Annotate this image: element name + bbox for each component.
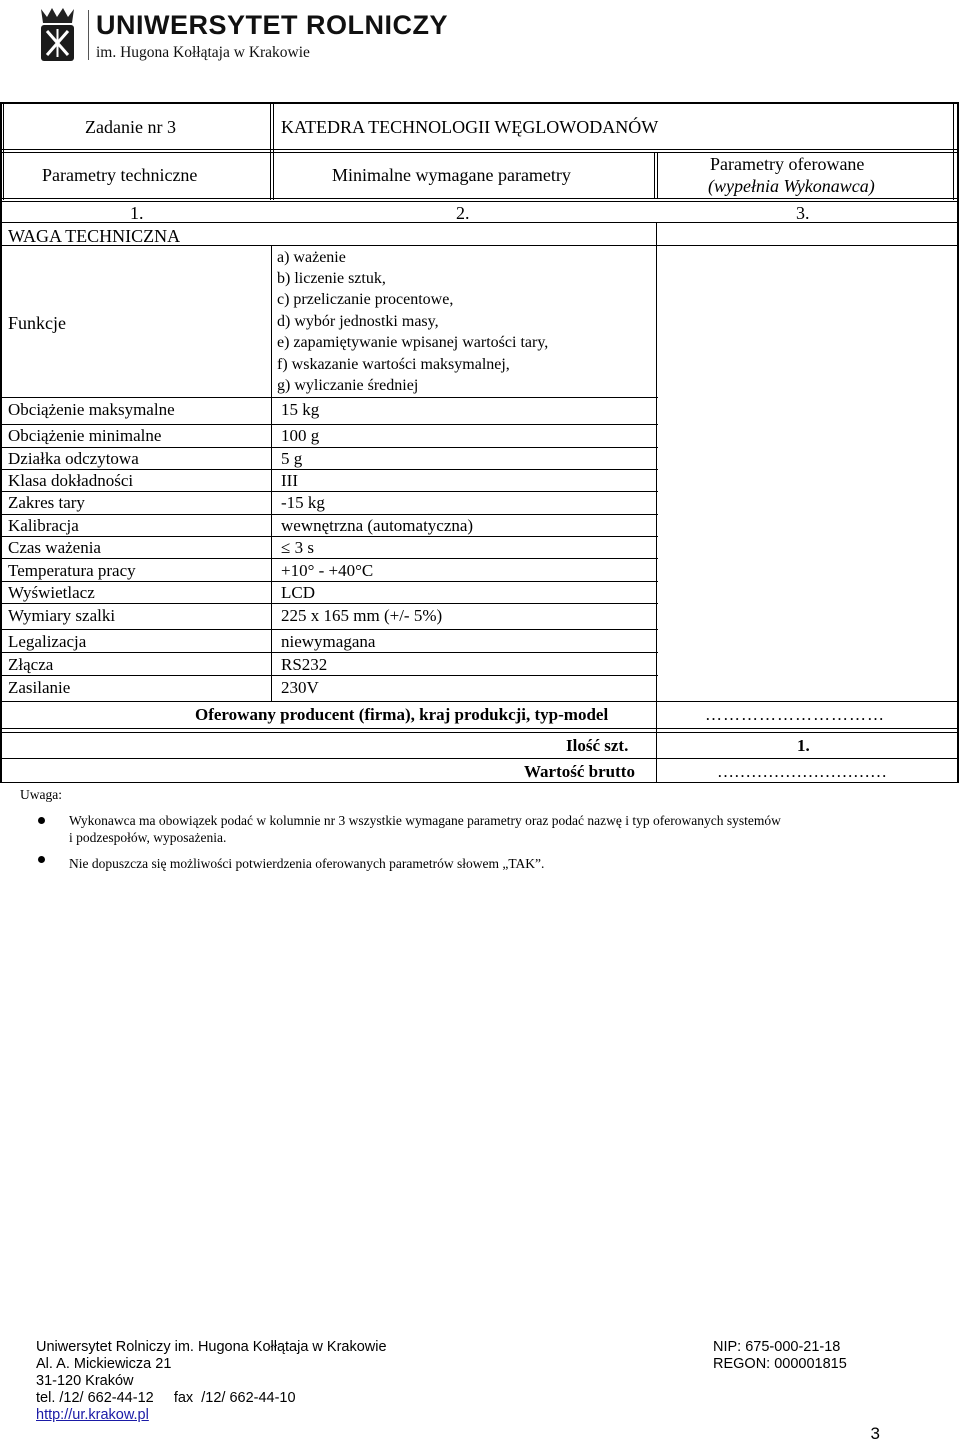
footer-nip: NIP: 675-000-21-18 [713,1339,841,1355]
function-item: g) wyliczanie średniej [277,377,419,394]
function-item: a) ważenie [277,249,346,266]
department-title: KATEDRA TECHNOLOGII WĘGLOWODANÓW [281,117,659,137]
param-label: Wymiary szalki [8,606,116,625]
param-label: Wyświetlacz [8,583,95,602]
logo-separator [88,10,89,60]
notes-title: Uwaga: [20,787,62,802]
function-item: d) wybór jednostki masy, [277,313,439,330]
function-item: f) wskazanie wartości maksymalnej, [277,356,510,373]
function-item: b) liczenie sztuk, [277,270,386,287]
bullet-icon [38,856,45,863]
param-label: Obciążenie minimalne [8,426,162,445]
param-label: Obciążenie maksymalne [8,400,175,419]
page-number: 3 [870,1424,880,1443]
param-value: niewymagana [281,632,376,651]
footer-phone-fax: tel. /12/ 662-44-12 fax /12/ 662-44-10 [36,1390,296,1406]
param-value: 225 x 165 mm (+/- 5%) [281,606,443,625]
param-label: Działka odczytowa [8,449,139,468]
param-value: 15 kg [281,400,320,419]
gross-value-label: Wartość brutto [524,762,635,781]
param-value: III [281,471,298,490]
university-subtitle: im. Hugona Kołłątaja w Krakowie [96,44,310,61]
column-number-2: 2. [456,203,470,223]
param-label: Złącza [8,655,54,674]
param-label: Kalibracja [8,516,79,535]
device-name: WAGA TECHNICZNA [8,226,181,246]
param-label: Czas ważenia [8,538,101,557]
footer-regon: REGON: 000001815 [713,1356,847,1372]
bullet-icon [38,817,45,824]
param-label: Temperatura pracy [8,561,136,580]
column-number-1: 1. [130,203,144,223]
column-header-technical-parameters: Parametry techniczne [42,165,198,185]
param-value: 230V [281,678,319,697]
note-item-1-line-1: Wykonawca ma obowiązek podać w kolumnie nr 3 wszystkie wymagane parametry oraz podać nazwę i typ oferowanych systemów [69,813,781,828]
param-value: RS232 [281,655,328,674]
param-value: wewnętrzna (automatyczna) [281,516,474,535]
quantity-label: Ilość szt. [566,736,629,755]
gross-value-input-field[interactable]: ………………………… [717,762,887,781]
producer-label: Oferowany producent (firma), kraj produkcji, typ-model [195,705,609,724]
functions-label: Funkcje [8,313,66,333]
param-label: Zakres tary [8,493,85,512]
footer-city: 31-120 Kraków [36,1373,134,1389]
university-emblem-icon [35,5,80,65]
param-value: 5 g [281,449,303,468]
note-item-1-line-2: i podzespołów, wyposażenia. [69,830,227,845]
footer-website-link[interactable]: http://ur.krakow.pl [36,1407,149,1423]
param-label: Klasa dokładności [8,471,134,490]
param-value: +10° - +40°C [281,561,374,580]
note-item-2: Nie dopuszcza się możliwości potwierdzenia oferowanych parametrów słowem „TAK”. [69,856,545,871]
param-label: Zasilanie [8,678,71,697]
function-item: c) przeliczanie procentowe, [277,291,454,308]
column-header-offered-parameters: Parametry oferowane [710,154,865,174]
footer-university: Uniwersytet Rolniczy im. Hugona Kołłątaja w Krakowie [36,1339,387,1355]
param-value: ≤ 3 s [281,538,314,557]
param-value: LCD [281,583,315,602]
column-header-minimum-parameters: Minimalne wymagane parametry [332,165,571,185]
param-value: -15 kg [281,493,325,512]
column-header-offered-note: (wypełnia Wykonawca) [708,176,875,196]
function-item: e) zapamiętywanie wpisanej wartości tary, [277,334,549,351]
producer-input-field[interactable]: ………………………… [705,705,885,724]
university-name: UNIWERSYTET ROLNICZY [96,10,448,40]
param-value: 100 g [281,426,320,445]
quantity-value: 1. [797,736,810,755]
footer-address: Al. A. Mickiewicza 21 [36,1356,172,1372]
param-label: Legalizacja [8,632,87,651]
task-number: Zadanie nr 3 [85,117,176,137]
column-number-3: 3. [796,203,810,223]
